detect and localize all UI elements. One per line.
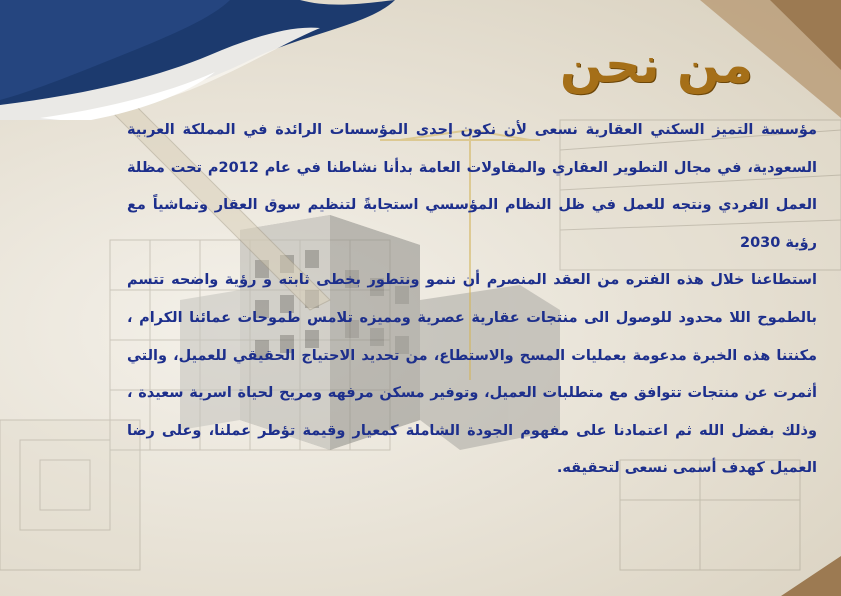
corner-accent: [781, 556, 841, 596]
about-body-text: [127, 112, 817, 488]
intro-paragraph: مؤسسة التميز السكني العقارية نسعى لأن نكون إحدى المؤسسات الرائدة في المملكة العربية السعودية، في مجال التطوير العقاري والمقاولات العامة بدأنا نشاطنا في عام 2012م تحت مظلة العمل الفردي ونتجه للعمل في ظل النظام المؤسسي استجابةً لتنظيم سوق العقار وتماشياً مع رؤية 2030: [127, 122, 817, 251]
page-title: من نحن: [559, 36, 753, 94]
experience-paragraph: استطاعنا خلال هذه الفتره من العقد المنصرم أن ننمو ونتطور بخطى ثابته و رؤية واضحه تتسم بالطموح اللا محدود للوصول الى منتجات عقارية عصرية ومميزه تلامس طموحات عمائنا الكرام ، مكنتنا هذه الخبرة مدعومة بعمليات المسح والاستطاع، من تحديد الاحتياج الحقيقي للعميل، والتي أثمرت عن منتجات تتوافق مع متطلبات العميل، وتوفير مسكن مرفهه ومريح لحياة اسرية سعيدة ، وذلك بفضل الله ثم اعتمادنا على مفهوم الجودة الشاملة كمعيار وقيمة تؤطر عملنا، وعلى رضا العميل كهدف أسمى نسعى لتحقيقه.: [127, 272, 817, 477]
